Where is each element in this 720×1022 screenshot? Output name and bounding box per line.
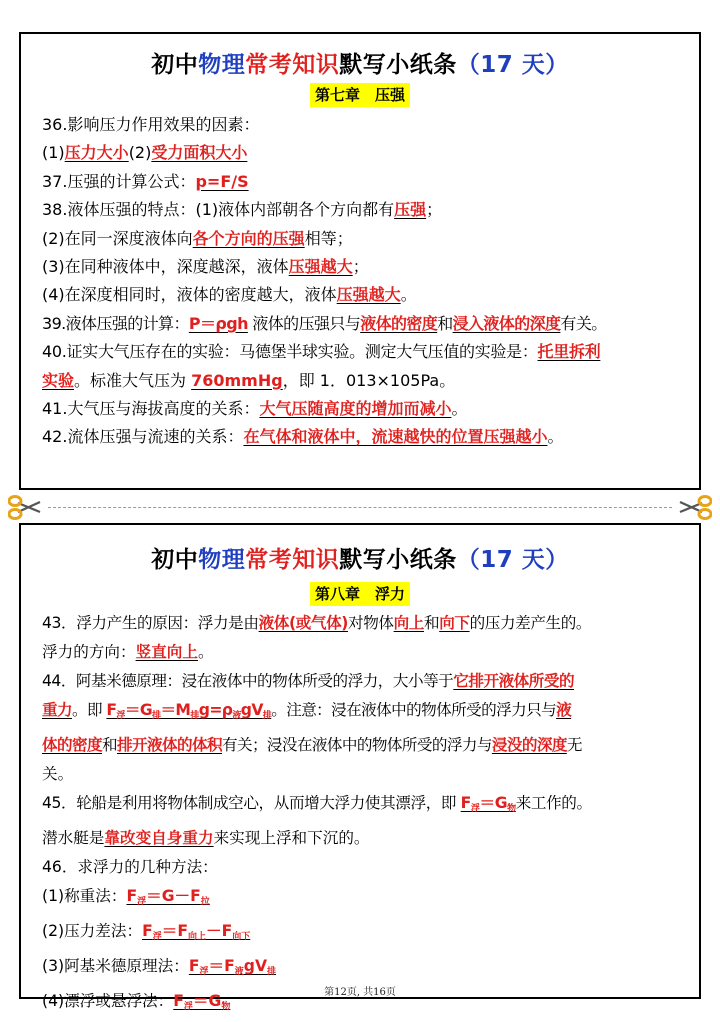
text: 。 — [451, 399, 468, 419]
text: 。 — [197, 643, 214, 661]
text: (2)在同一深度液体向 — [42, 228, 193, 248]
text-line — [42, 310, 685, 338]
text-line — [42, 139, 685, 167]
answer: 竖直向上 — [135, 643, 198, 661]
subscript: 物 — [221, 1002, 231, 1012]
answer: 大气压随高度的增加而减小 — [259, 399, 452, 419]
text-line — [42, 667, 685, 696]
subscript: 液 — [234, 967, 244, 977]
formula-part: gV — [240, 701, 263, 719]
text-line — [42, 168, 685, 196]
text: 无 — [566, 736, 582, 754]
answer: 压力大小 — [64, 143, 129, 163]
text: (2)压力差法： — [42, 922, 143, 940]
formula-part: F — [106, 701, 117, 719]
text-line — [42, 853, 685, 882]
title-part: 物理 — [198, 52, 246, 78]
subscript: 浮 — [152, 932, 162, 942]
formula-part: F — [142, 922, 153, 940]
text: (4)在深度相同时，液体的密度越大，液体 — [42, 285, 337, 305]
text: 37.压强的计算公式： — [42, 171, 196, 191]
text: 。 — [547, 427, 564, 447]
formula-part: ＝G — [124, 701, 153, 719]
answer: 液体的密度 — [360, 313, 438, 333]
answer: 靠改变自身重力 — [104, 829, 214, 847]
subscript: 浮 — [183, 1002, 193, 1012]
formula-part: ＝F — [161, 922, 188, 940]
text: 。即 — [72, 701, 107, 719]
text-line — [42, 253, 685, 281]
title-part: （17 天） — [456, 52, 569, 78]
title-part: 初中 — [151, 547, 199, 573]
text-line — [42, 952, 685, 987]
text: 。标准大气压为 — [74, 370, 192, 390]
text-line — [42, 824, 685, 853]
subscript: 浮 — [116, 711, 125, 721]
dashed-line — [48, 507, 672, 508]
formula — [189, 957, 276, 975]
answer: 压强越大 — [336, 285, 401, 305]
subscript: 浮 — [199, 967, 209, 977]
subscript: 排 — [262, 711, 272, 721]
title-part: 常考知识 — [245, 52, 340, 78]
text-line — [42, 917, 685, 952]
text: 来工作的。 — [515, 794, 592, 812]
text: 潜水艇是 — [42, 829, 105, 847]
answer: 实验 — [42, 370, 75, 390]
answer: 压强越大 — [288, 257, 353, 277]
subscript: 物 — [507, 804, 516, 814]
answer: 受力面积大小 — [151, 143, 248, 163]
text: 41.大气压与海拔高度的关系： — [42, 399, 260, 419]
formula-part: ＝G — [479, 794, 508, 812]
text-line — [42, 696, 685, 731]
text: 。 — [400, 285, 417, 305]
text: (4)漂浮或悬浮法： — [42, 992, 174, 1010]
subscript: 排 — [152, 711, 161, 721]
subscript: 排 — [190, 711, 199, 721]
text-line — [42, 196, 685, 224]
answer: 托里拆利 — [537, 342, 601, 362]
scissors-icon — [678, 493, 712, 521]
answer: 浸没的深度 — [491, 736, 567, 754]
answer: 它排开液体所受的 — [453, 672, 575, 690]
text-line — [42, 882, 685, 917]
text: 相等； — [304, 228, 353, 248]
formula-part: ＝G — [192, 992, 222, 1010]
text: (1) — [42, 143, 65, 163]
formula-part: ＝F — [208, 957, 235, 975]
text: 。注意：浸在液体中的物体所受的浮力只与 — [271, 701, 557, 719]
formula — [461, 794, 516, 812]
chapter-label: 第七章 压强 — [310, 83, 410, 107]
text-line — [42, 111, 685, 139]
text-line — [42, 789, 685, 824]
text: 有关。 — [560, 313, 607, 333]
text-line — [42, 638, 685, 667]
text: 36.影响压力作用效果的因素： — [42, 115, 260, 134]
answer: 在气体和液体中，流速越快的位置压强越小 — [243, 427, 548, 447]
answer: 液 — [556, 701, 572, 719]
title-part: （17 天） — [456, 547, 569, 573]
text: ； — [426, 200, 443, 220]
subscript: 向上 — [187, 932, 206, 942]
formula — [106, 701, 271, 719]
page-number: 第12页, 共16页 — [324, 987, 396, 998]
text: (1)称重法： — [42, 887, 127, 905]
answer: 体的密度 — [42, 736, 102, 754]
text: 液体的压强只与 — [247, 313, 361, 333]
text: 46．求浮力的几种方法： — [42, 858, 218, 876]
text: 38.液体压强的特点：(1)液体内部朝各个方向都有 — [42, 200, 395, 220]
text: 有关；浸没在液体中的物体所受的浮力与 — [221, 736, 492, 754]
title-part: 默写小纸条 — [339, 547, 457, 573]
answer: 液体(或气体) — [258, 614, 348, 632]
formula-part: gV — [243, 957, 268, 975]
text: 浮力的方向： — [42, 643, 136, 661]
formula-part: F — [188, 957, 200, 975]
formula-part: g=ρ — [198, 701, 233, 719]
subscript: 浮 — [137, 897, 147, 907]
text: 44．阿基米德原理：浸在液体中的物体所受的浮力，大小等于 — [42, 672, 454, 690]
text: ，即 1．013×105Pa。 — [282, 370, 456, 390]
answer: p=F/S — [195, 171, 249, 191]
note-card-chapter8 — [19, 523, 701, 1012]
formula-part: ＝G－F — [146, 887, 201, 905]
subscript: 浮 — [470, 804, 480, 814]
text: 和 — [101, 736, 117, 754]
formula-part: F — [126, 887, 138, 905]
answer: 重力 — [42, 701, 72, 719]
cut-line-divider — [0, 493, 720, 521]
text-line — [42, 423, 685, 451]
text: 39.液体压强的计算： — [42, 313, 189, 333]
text: 关。 — [42, 765, 74, 783]
card-body — [42, 111, 685, 452]
text: 42.流体压强与流速的关系： — [42, 427, 244, 447]
answer: 浸入液体的深度 — [452, 313, 561, 333]
note-card-chapter7 — [19, 32, 701, 490]
text: 40.证实大气压存在的实验：马德堡半球实验。测定大气压值的实验是： — [42, 342, 538, 362]
formula — [142, 922, 250, 940]
card-title — [21, 46, 699, 79]
answer: 向上 — [393, 614, 424, 632]
text-line — [42, 338, 685, 366]
answer: 各个方向的压强 — [192, 228, 305, 248]
text: ； — [352, 257, 369, 277]
text-line — [42, 395, 685, 423]
formula-part: ＝M — [160, 701, 191, 719]
text: (3)在同种液体中，深度越深，液体 — [42, 257, 289, 277]
text-line — [42, 367, 685, 395]
text: 来实现上浮和下沉的。 — [213, 829, 370, 847]
answer: 排开液体的体积 — [116, 736, 222, 754]
formula-part: －F — [206, 922, 233, 940]
title-part: 常考知识 — [245, 547, 340, 573]
scissors-icon — [8, 493, 42, 521]
text-line — [42, 225, 685, 253]
formula-part: F — [460, 794, 471, 812]
answer: 760mmHg — [191, 370, 283, 390]
subscript: 拉 — [200, 897, 210, 907]
answer: 向下 — [439, 614, 470, 632]
text-line — [42, 281, 685, 309]
chapter-label: 第八章 浮力 — [310, 582, 410, 606]
text: (2) — [128, 143, 152, 163]
text: (3)阿基米德原理法： — [42, 957, 189, 975]
text: 43．浮力产生的原因：浮力是由 — [42, 614, 259, 632]
text-line — [42, 731, 685, 760]
text: 45．轮船是利用将物体制成空心，从而增大浮力使其漂浮，即 — [42, 794, 461, 812]
title-part: 默写小纸条 — [339, 52, 457, 78]
title-part: 初中 — [151, 52, 199, 78]
subscript: 排 — [267, 967, 277, 977]
text: 的压力差产生的。 — [469, 614, 592, 632]
card-title — [21, 541, 699, 574]
card-body — [42, 609, 685, 1022]
text: 对物体 — [348, 614, 394, 632]
text: 和 — [437, 313, 453, 333]
formula-part: F — [173, 992, 184, 1010]
text-line — [42, 609, 685, 638]
text-line — [42, 760, 685, 789]
subscript: 液 — [232, 711, 241, 721]
answer: P＝ρgh — [188, 313, 248, 333]
subscript: 向下 — [232, 932, 251, 942]
text: 和 — [423, 614, 440, 632]
answer: 压强 — [394, 200, 427, 220]
formula — [126, 887, 209, 905]
title-part: 物理 — [198, 547, 246, 573]
